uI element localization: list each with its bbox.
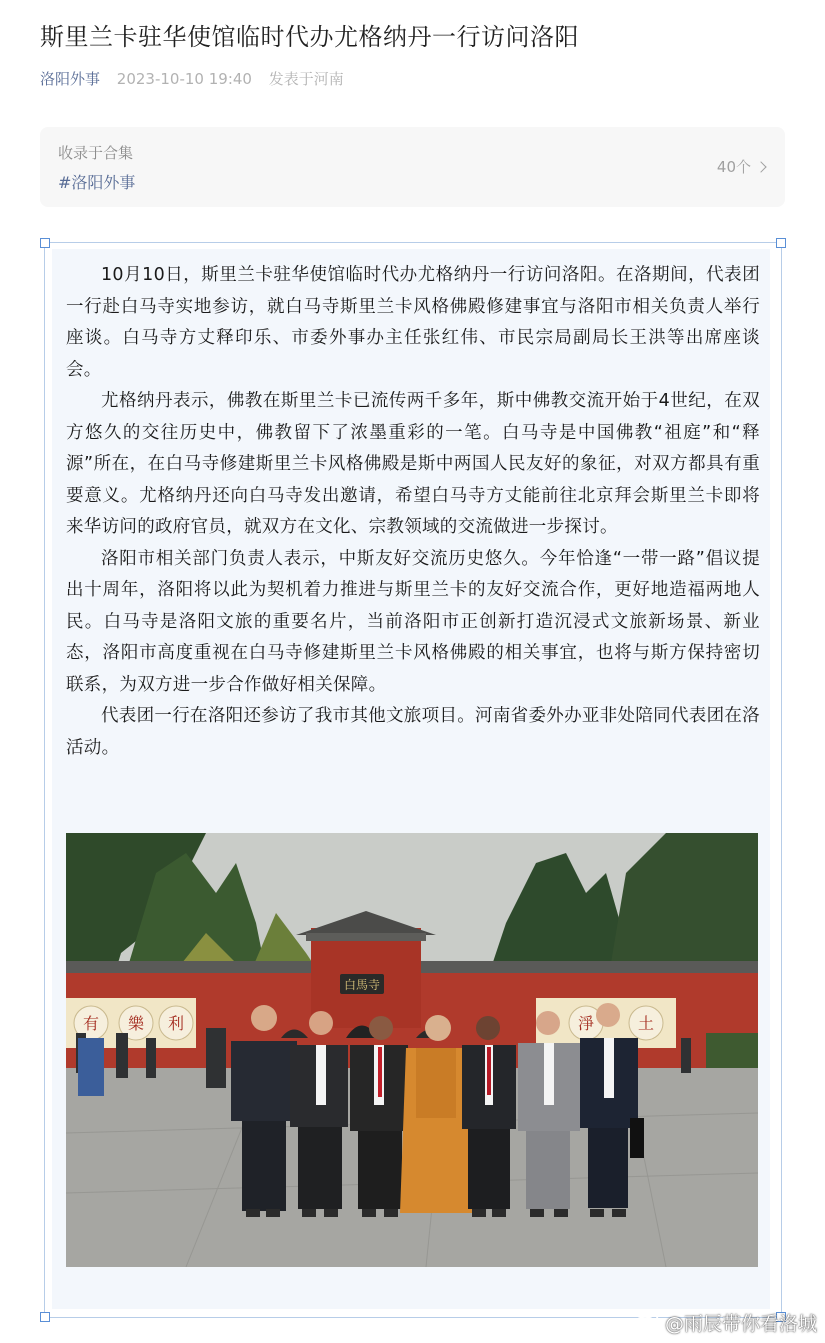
- collection-count[interactable]: [717, 156, 765, 177]
- article-body: [66, 260, 760, 764]
- selection-handle[interactable]: [40, 1312, 50, 1322]
- group-photo-illustration: [66, 833, 758, 1267]
- article-paragraph: 洛阳市相关部门负责人表示，中斯友好交流历史悠久。今年恰逢“一带一路”倡议提出十周年，洛阳将以此为契机着力推进与斯里兰卡的友好交流合作，更好地造福两地人民。白马寺是洛阳文旅的重要名片，当前洛阳市正创新打造沉浸式文旅新场景、新业态，洛阳市高度重视在白马寺修建斯里兰卡风格佛殿的相关事宜，也将与斯方保持密切联系，为双方进一步合作做好相关保障。: [66, 548, 760, 695]
- account-name-link[interactable]: 洛阳外事: [40, 70, 101, 88]
- chevron-right-icon: [755, 161, 766, 172]
- gate-plaque-text: 白馬寺: [343, 978, 381, 992]
- wall-character: 利: [167, 1014, 185, 1033]
- article-meta: [40, 68, 344, 90]
- wall-character: 土: [637, 1014, 655, 1033]
- publish-datetime: 2023-10-10 19:40: [116, 70, 252, 88]
- wall-character: 樂: [127, 1014, 145, 1033]
- selection-handle[interactable]: [40, 238, 50, 248]
- collection-count-label: 40个: [716, 158, 751, 176]
- collection-tag-link[interactable]: #洛阳外事: [58, 173, 136, 192]
- weibo-icon: [633, 1312, 661, 1334]
- article-title: 斯里兰卡驻华使馆临时代办尤格纳丹一行访问洛阳: [40, 23, 579, 51]
- weibo-watermark: [633, 1309, 817, 1336]
- article-paragraph: 代表团一行在洛阳还参访了我市其他文旅项目。河南省委外办亚非处陪同代表团在洛活动。: [66, 706, 760, 758]
- collection-card[interactable]: [40, 127, 785, 207]
- article-paragraph: 尤格纳丹表示，佛教在斯里兰卡已流传两千多年，斯中佛教交流开始于4世纪，在双方悠久的交往历史中，佛教留下了浓墨重彩的一笔。白马寺是中国佛教“祖庭”和“释源”所在，在白马寺修建斯里兰卡风格佛殿是斯中两国人民友好的象征，对双方都具有重要意义。尤格纳丹还向白马寺发出邀请，希望白马寺方丈能前往北京拜会斯里兰卡即将来华访问的政府官员，就双方在文化、宗教领域的交流做进一步探讨。: [66, 391, 760, 537]
- collection-label: 收录于合集: [58, 144, 134, 162]
- wall-character: 淨: [577, 1014, 595, 1033]
- article-paragraph: 10月10日，斯里兰卡驻华使馆临时代办尤格纳丹一行访问洛阳。在洛期间，代表团一行赴白马寺实地参访，就白马寺斯里兰卡风格佛殿修建事宜与洛阳市相关负责人举行座谈。白马寺方丈释印乐、市委外事办主任张红伟、市民宗局副局长王洪等出席座谈会。: [66, 265, 760, 380]
- selection-handle[interactable]: [776, 238, 786, 248]
- watermark-text: @雨辰带你看洛城: [664, 1313, 817, 1335]
- wall-character: 有: [82, 1014, 100, 1033]
- group-photo[interactable]: [66, 833, 758, 1267]
- publish-location: 发表于河南: [268, 70, 344, 88]
